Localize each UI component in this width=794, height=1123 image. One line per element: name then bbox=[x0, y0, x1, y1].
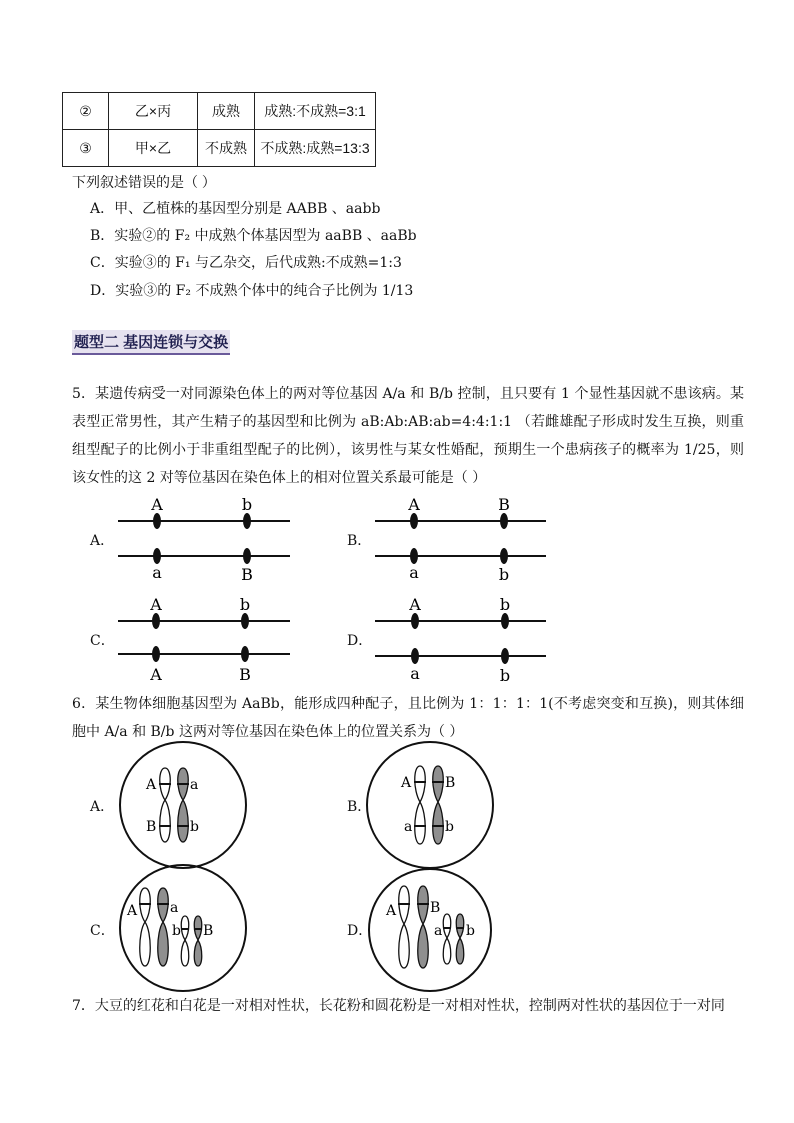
gene-label: B bbox=[241, 565, 253, 584]
gene-label: A bbox=[401, 775, 412, 791]
cell-outline bbox=[367, 742, 493, 868]
gene-label: a bbox=[152, 563, 162, 582]
gene-label: A bbox=[150, 665, 162, 684]
q6-option-c-label[interactable]: C． bbox=[90, 923, 115, 939]
chromosome-white bbox=[140, 888, 151, 966]
chromosome-gray-small bbox=[456, 914, 464, 964]
section-heading: 题型二 基因连锁与交换 bbox=[72, 330, 230, 355]
gene-label: A bbox=[408, 495, 420, 514]
q5-option-d-label[interactable]: D． bbox=[347, 633, 373, 649]
gene-label: a bbox=[409, 563, 419, 582]
q5-option-b-label[interactable]: B． bbox=[347, 533, 372, 549]
gene-label: B bbox=[498, 495, 510, 514]
table-cell: 不成熟 bbox=[198, 130, 255, 167]
gene-label: b bbox=[498, 565, 510, 584]
gene-label: A bbox=[127, 903, 138, 919]
table-cell: 成熟 bbox=[198, 93, 255, 130]
gene-label: B bbox=[445, 775, 456, 791]
answer-option-b[interactable]: B．实验②的 F₂ 中成熟个体基因型为 aaBB 、aaBb bbox=[90, 228, 417, 244]
q6-option-d-label[interactable]: D． bbox=[347, 923, 373, 939]
table-cell: ③ bbox=[63, 130, 109, 167]
gene-label: B bbox=[203, 923, 214, 939]
chromosome-gray bbox=[178, 768, 189, 842]
q6-option-a-cell bbox=[120, 742, 246, 868]
gene-label: a bbox=[170, 900, 179, 916]
gene-label: b bbox=[499, 595, 511, 614]
answer-option-c[interactable]: C．实验③的 F₁ 与乙杂交，后代成熟:不成熟=1:3 bbox=[90, 255, 402, 271]
gene-label: b bbox=[239, 595, 251, 614]
gene-label: A bbox=[150, 595, 162, 614]
gene-label: a bbox=[190, 777, 199, 793]
q6-option-c-cell bbox=[120, 865, 246, 991]
gene-label: A bbox=[146, 777, 157, 793]
gene-label: a bbox=[434, 923, 443, 939]
chromosome-white-small bbox=[443, 914, 451, 964]
gene-label: b bbox=[172, 923, 181, 939]
chromosome-white bbox=[160, 768, 171, 842]
q6-option-b-cell bbox=[367, 742, 493, 868]
chromosome-gray bbox=[433, 766, 444, 844]
question-5-text: 5．某遗传病受一对同源染色体上的两对等位基因 A/a 和 B/b 控制，且只要有 1 个显性基因就不患该病。某表型正常男性，其产生精子的基因型和比例为 aB:Ab:AB:ab=4:4:1:1 （若雌雄配子形成时发生互换，则重组型配子的比例小于非重组型配子的比例），该男性与某女性婚配，预期生一个患病孩子的概率为 1/25，则该女性的这 2 对等位基因在染色体上的相对位置关系最可能是（ ） bbox=[72, 386, 744, 486]
chromosome-gray-small bbox=[194, 916, 202, 966]
question-6-text: 6．某生物体细胞基因型为 AaBb，能形成四种配子，且比例为 1：1：1：1(不考虑突变和互换)，则其体细胞中 A/a 和 B/b 这两对等位基因在染色体上的位置关系为（ ） bbox=[72, 696, 744, 740]
gene-label: A bbox=[409, 595, 421, 614]
gene-label: b bbox=[241, 495, 253, 514]
question-7-text: 7．大豆的红花和白花是一对相对性状，长花粉和圆花粉是一对相对性状，控制两对性状的基因位于一对同 bbox=[72, 998, 725, 1014]
gene-label: B bbox=[146, 819, 157, 835]
gene-label: B bbox=[430, 900, 441, 916]
q5-option-c-label[interactable]: C． bbox=[90, 633, 115, 649]
gene-label: b bbox=[466, 923, 475, 939]
question-stem: 下列叙述错误的是（ ） bbox=[72, 174, 216, 190]
gene-label: b bbox=[190, 819, 199, 835]
gene-label: b bbox=[499, 666, 511, 685]
chromosome-white bbox=[399, 886, 410, 968]
chromosome-white-small bbox=[181, 916, 189, 966]
gene-label: B bbox=[239, 665, 251, 684]
table-cell: 不成熟:成熟=13:3 bbox=[255, 130, 376, 167]
q6-option-a-label[interactable]: A． bbox=[90, 799, 115, 815]
q6-option-d-cell bbox=[369, 869, 491, 991]
chromosome-gray bbox=[158, 888, 169, 966]
chromosome-gray bbox=[418, 886, 429, 968]
gene-label: b bbox=[445, 819, 454, 835]
answer-option-a[interactable]: A．甲、乙植株的基因型分别是 AABB 、aabb bbox=[90, 201, 381, 217]
gene-label: A bbox=[151, 495, 163, 514]
q5-option-a-label[interactable]: A． bbox=[90, 533, 115, 549]
chromosome-white bbox=[415, 766, 426, 844]
q6-option-b-label[interactable]: B． bbox=[347, 799, 372, 815]
table-cell: 乙×丙 bbox=[109, 93, 198, 130]
answer-option-d[interactable]: D．实验③的 F₂ 不成熟个体中的纯合子比例为 1/13 bbox=[90, 283, 414, 299]
table-cell: ② bbox=[63, 93, 109, 130]
gene-label: a bbox=[410, 664, 420, 683]
table-cell: 成熟:不成熟=3:1 bbox=[255, 93, 376, 130]
gene-label: A bbox=[386, 903, 397, 919]
table-cell: 甲×乙 bbox=[109, 130, 198, 167]
gene-label: a bbox=[404, 819, 413, 835]
